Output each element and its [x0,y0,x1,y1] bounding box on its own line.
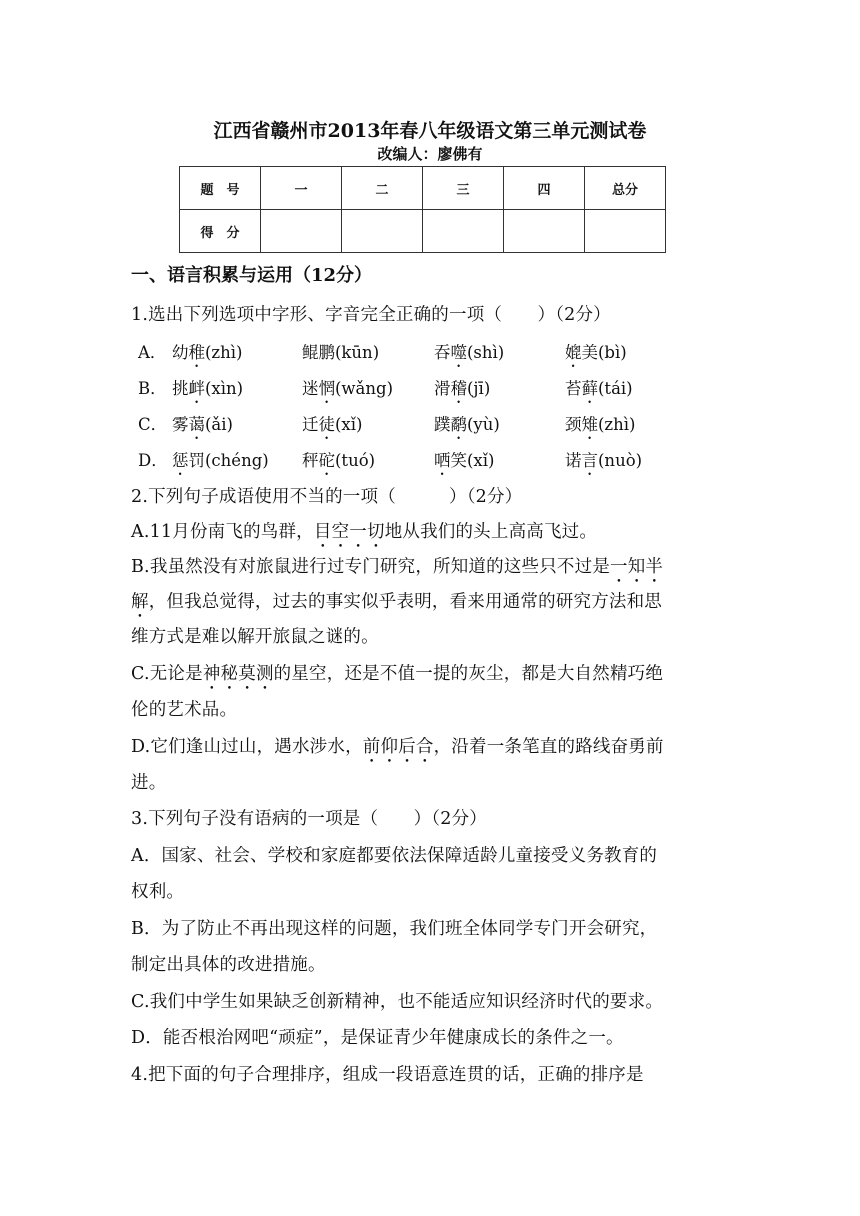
text-segment: B.我虽然没有对旅鼠进行过专门研究，所知道的这些只不过是 [131,557,611,577]
score-cell: 得 分 [180,210,261,253]
text-segment: 迷 [302,379,319,398]
emphasized-char: 稚 [188,343,205,362]
q3-option-c: C.我们中学生如果缺乏创新精神，也不能适应知识经济时代的要求。 [131,992,664,1012]
emphasized-char: 惘 [318,379,335,398]
score-cell: 一 [261,167,342,210]
score-cell: 二 [342,167,423,210]
emphasized-char: 徒 [318,415,335,434]
text-segment: (xǐ) [335,415,363,434]
q1-option-word [434,339,504,371]
q1-option-letter: D． [138,451,168,470]
text-segment: 迁 [302,415,319,434]
q1-option-word [434,447,494,479]
score-table-value-row [180,210,666,253]
q1-option-letter: B． [138,379,167,398]
text-segment: 吞 [434,343,451,362]
emphasized-char: 言 [581,451,598,470]
q3-option-b-line1: B．为了防止不再出现这样的问题，我们班全体同学专门开会研究， [131,919,658,939]
text-segment: 秤 [302,451,319,470]
emphasized-char: 蔼 [188,415,205,434]
score-cell: 三 [423,167,504,210]
q1-option-word [302,339,379,371]
q3-option-a-line2: 权利。 [131,882,185,902]
score-table-header-row [180,167,666,210]
text-segment: (xìn) [205,379,244,398]
text-segment: ，但我总觉得，过去的事实似乎表明，看来用通常的研究方法和思 [148,592,663,612]
score-input-cell [585,210,666,253]
q2-option-c-line2: 伦的艺术品。 [131,700,238,720]
q3-option-d: D．能否根治网吧“顽症”，是保证青少年健康成长的条件之一。 [131,1028,624,1048]
text-segment: (nuò) [598,451,643,470]
emphasized-char: 鹬 [450,415,467,434]
emphasized-char: 噬 [450,343,467,362]
q2-option-b-line2 [131,588,662,622]
q2-option-a [131,518,597,552]
q1-option-word [565,447,642,479]
emphasized-char: 哂 [434,451,451,470]
q2-option-d-line2: 进。 [131,773,167,793]
q1-option-word [172,375,243,407]
q2-option-b-line1 [131,553,663,587]
q1-option-letter: C． [138,415,168,434]
emphasized-idiom: 神秘莫测 [202,664,274,684]
text-segment: 诺 [565,451,582,470]
score-input-cell [342,210,423,253]
text-segment: 地从我们的头上高高飞过。 [384,522,598,542]
text-segment: D.它们逢山过山，遇水涉水， [131,737,363,757]
score-table [179,166,666,253]
score-input-cell [423,210,504,253]
q1-option-word [302,375,393,407]
text-segment: (zhì) [598,415,636,434]
q2-stem: 2.下列句子成语使用不当的一项（ ）（2分） [131,487,523,507]
text-segment: A.11月份南飞的鸟群， [131,522,314,542]
text-segment: 雾 [172,415,189,434]
text-segment: (zhì) [205,343,243,362]
emphasized-idiom: 一知半 [610,557,664,577]
q1-option-word [172,447,269,479]
score-cell: 题 号 [180,167,261,210]
q1-option-word [434,375,490,407]
text-segment: (tuó) [335,451,376,470]
section-title: 一、语言积累与运用（12分） [131,265,373,286]
emphasized-char: 砣 [318,451,335,470]
text-segment: 苔 [565,379,582,398]
q1-option-word [565,375,633,407]
emphasized-char: 雉 [581,415,598,434]
q1-option-word [302,447,375,479]
q1-option-letter: A． [138,343,167,362]
q1-option-word [434,411,500,443]
text-segment: 蹼 [434,415,451,434]
q4-stem: 4.把下面的句子合理排序，组成一段语意连贯的话，正确的排序是 [131,1065,644,1085]
emphasized-char: 衅 [188,379,205,398]
emphasized-char: 稽 [450,379,467,398]
q1-option-word [565,411,635,443]
text-segment: (jī) [467,379,491,398]
exam-title: 江西省赣州市2013年春八年级语文第三单元测试卷 [213,120,647,142]
text-segment: 滑 [434,379,451,398]
q1-option-word [172,339,242,371]
score-input-cell [504,210,585,253]
text-segment: ，沿着一条笔直的路线奋勇前 [433,737,664,757]
q2-option-b-line3: 维方式是难以解开旅鼠之谜的。 [131,627,379,647]
q2-option-d-line1 [131,733,664,767]
text-segment: 美(bì) [581,343,627,362]
text-segment: 的星空，还是不值一提的灰尘，都是大自然精巧绝 [273,664,664,684]
q2-option-c-line1 [131,660,663,694]
emphasized-char: 藓 [581,379,598,398]
emphasized-char: 媲 [565,343,582,362]
score-cell: 总分 [585,167,666,210]
text-segment: 颈 [565,415,582,434]
text-segment: 鲲鹏(kūn) [302,343,380,362]
q1-stem: 1.选出下列选项中字形、字音完全正确的一项（ ）（2分） [131,305,611,325]
q1-option-word [302,411,362,443]
text-segment: (shì) [467,343,505,362]
exam-author: 改编人：廖佛有 [377,145,483,163]
text-segment: (yù) [467,415,500,434]
text-segment: (tái) [598,379,633,398]
text-segment: (wǎng) [335,379,394,398]
text-segment: 挑 [172,379,189,398]
q3-stem: 3.下列句子没有语病的一项是（ ）（2分） [131,809,487,829]
q3-option-a-line1: A．国家、社会、学校和家庭都要依法保障适龄儿童接受义务教育的 [131,846,658,866]
q1-option-word [172,411,233,443]
text-segment: 罚(chéng) [188,451,269,470]
q1-option-word [565,339,627,371]
score-input-cell [261,210,342,253]
text-segment: C.无论是 [131,664,203,684]
emphasized-idiom: 前仰后合 [362,737,434,757]
text-segment: 幼 [172,343,189,362]
text-segment: 笑(xǐ) [450,451,495,470]
score-cell: 四 [504,167,585,210]
emphasized-char: 惩 [172,451,189,470]
emphasized-idiom: 目空一切 [313,522,385,542]
q3-option-b-line2: 制定出具体的改进措施。 [131,955,326,975]
text-segment: (ǎi) [205,415,233,434]
emphasized-idiom: 解 [131,592,149,612]
